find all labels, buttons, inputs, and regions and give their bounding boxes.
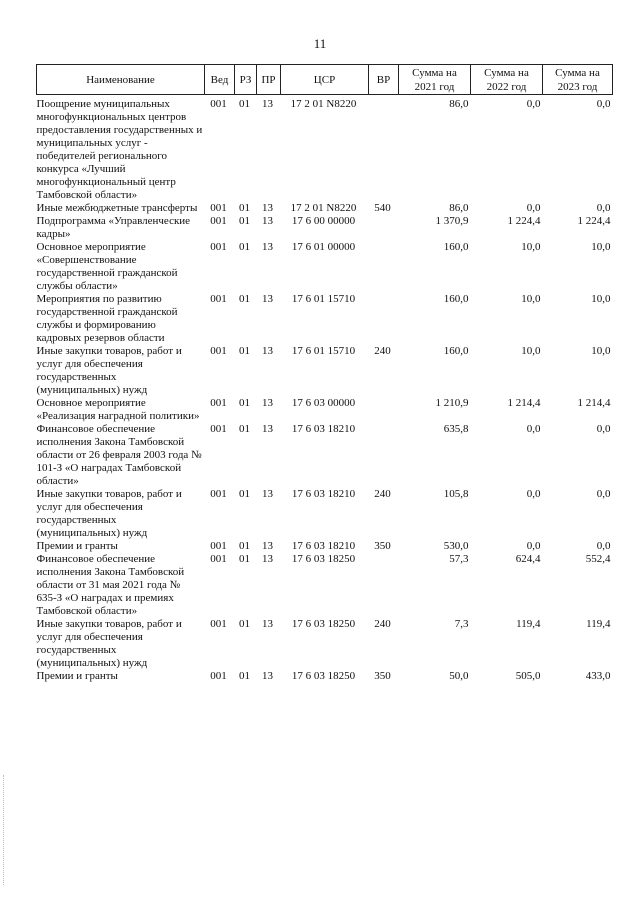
row-sum-2023: 119,4 [586, 618, 611, 630]
row-sum-2021: 86,0 [449, 98, 469, 110]
header-sum-2021: Сумма на 2021 год [399, 65, 471, 95]
row-rz: 01 [239, 202, 250, 214]
row-rz: 01 [239, 241, 250, 253]
row-sum-2022: 0,0 [526, 98, 541, 110]
header-ved: Вед [205, 65, 235, 95]
row-sum-2023: 1 214,4 [577, 397, 611, 409]
row-sum-2023: 10,0 [591, 293, 611, 305]
row-sum-2021: 160,0 [443, 241, 469, 253]
row-sum-2021: 530,0 [443, 540, 469, 552]
row-pr: 13 [262, 670, 273, 682]
row-csr: 17 2 01 N8220 [290, 98, 357, 110]
row-pr: 13 [262, 553, 273, 565]
row-sum-2022: 0,0 [526, 540, 541, 552]
row-sum-2022: 505,0 [515, 670, 541, 682]
row-pr: 13 [262, 98, 273, 110]
row-name: Мероприятия по развитию государственной гражданской службы и формированию кадровых резервов области [36, 293, 178, 344]
table-row [37, 397, 613, 423]
row-name: Подпрограмма «Управленческие кадры» [36, 215, 191, 240]
row-rz: 01 [239, 553, 250, 565]
row-csr: 17 6 03 18210 [291, 540, 356, 552]
row-pr: 13 [262, 488, 273, 500]
row-pr: 13 [262, 618, 273, 630]
row-ved: 001 [210, 670, 227, 682]
row-vr: 240 [374, 488, 391, 500]
row-vr: 240 [374, 345, 391, 357]
row-vr: 540 [374, 202, 391, 214]
row-rz: 01 [239, 397, 250, 409]
row-ved: 001 [210, 397, 227, 409]
row-rz: 01 [239, 540, 250, 552]
table-row [37, 202, 613, 215]
row-sum-2021: 160,0 [443, 345, 469, 357]
row-sum-2022: 1 214,4 [507, 397, 541, 409]
header-vr: ВР [369, 65, 399, 95]
row-csr: 17 6 03 00000 [291, 397, 356, 409]
row-name: Финансовое обеспечение исполнения Закона Тамбовской области от 26 февраля 2003 года № 101-З «О наградах Тамбовской области» [36, 423, 202, 487]
row-csr: 17 6 01 15710 [291, 293, 356, 305]
row-sum-2022: 0,0 [526, 202, 541, 214]
row-sum-2021: 57,3 [449, 553, 469, 565]
row-vr [369, 553, 399, 618]
row-sum-2023: 10,0 [591, 345, 611, 357]
row-name: Поощрение муниципальных многофункциональных центров предоставления государственных и муниципальных услуг - победителей регионального конкурса «Лучший многофункциональный центр Тамбовской области» [36, 98, 203, 201]
row-sum-2022: 1 224,4 [507, 215, 541, 227]
row-name: Премии и гранты [36, 540, 118, 552]
header-sum-2023: Сумма на 2023 год [543, 65, 613, 95]
row-vr: 350 [374, 670, 391, 682]
row-vr [369, 95, 399, 203]
row-name: Премии и гранты [36, 670, 118, 682]
table-row [37, 423, 613, 488]
row-vr [369, 215, 399, 241]
row-sum-2021: 160,0 [443, 293, 469, 305]
row-ved: 001 [210, 618, 227, 630]
row-rz: 01 [239, 215, 250, 227]
row-ved: 001 [210, 241, 227, 253]
table-row [37, 553, 613, 618]
row-name: Финансовое обеспечение исполнения Закона Тамбовской области от 31 мая 2021 года № 635-З «О наградах и премиях Тамбовской области» [36, 553, 185, 617]
row-ved: 001 [210, 553, 227, 565]
row-name: Иные закупки товаров, работ и услуг для обеспечения государственных (муниципальных) нужд [36, 345, 182, 396]
row-csr: 17 6 00 00000 [291, 215, 356, 227]
row-pr: 13 [262, 215, 273, 227]
page-number: 11 [313, 36, 327, 51]
row-sum-2023: 0,0 [596, 423, 611, 435]
row-ved: 001 [210, 202, 227, 214]
row-sum-2023: 1 224,4 [577, 215, 611, 227]
row-sum-2021: 50,0 [449, 670, 469, 682]
table-row [37, 670, 613, 683]
row-sum-2021: 1 210,9 [435, 397, 469, 409]
row-sum-2021: 7,3 [454, 618, 469, 630]
row-sum-2023: 0,0 [596, 488, 611, 500]
row-pr: 13 [262, 423, 273, 435]
row-sum-2023: 10,0 [591, 241, 611, 253]
table-row [37, 293, 613, 345]
row-sum-2023: 552,4 [585, 553, 611, 565]
row-sum-2021: 105,8 [443, 488, 469, 500]
row-vr [369, 397, 399, 423]
row-pr: 13 [262, 540, 273, 552]
table-row [37, 215, 613, 241]
row-csr: 17 6 03 18250 [291, 618, 356, 630]
row-ved: 001 [210, 488, 227, 500]
row-rz: 01 [239, 423, 250, 435]
row-sum-2023: 0,0 [596, 540, 611, 552]
row-pr: 13 [262, 345, 273, 357]
row-csr: 17 2 01 N8220 [290, 202, 357, 214]
row-sum-2022: 0,0 [526, 488, 541, 500]
row-csr: 17 6 03 18210 [291, 423, 356, 435]
row-sum-2022: 0,0 [526, 423, 541, 435]
row-ved: 001 [210, 540, 227, 552]
row-name: Основное мероприятие «Реализация наградной политики» [36, 397, 200, 422]
row-rz: 01 [239, 618, 250, 630]
row-pr: 13 [262, 397, 273, 409]
row-sum-2021: 86,0 [449, 202, 469, 214]
row-pr: 13 [262, 202, 273, 214]
row-sum-2023: 0,0 [596, 98, 611, 110]
row-vr: 350 [374, 540, 391, 552]
row-rz: 01 [239, 488, 250, 500]
row-name: Основное мероприятие «Совершенствование государственной гражданской службы области» [36, 241, 178, 292]
row-ved: 001 [210, 98, 227, 110]
budget-table [36, 64, 613, 683]
row-rz: 01 [239, 670, 250, 682]
row-csr: 17 6 03 18210 [291, 488, 356, 500]
table-row [37, 618, 613, 670]
row-name: Иные межбюджетные трансферты [36, 202, 198, 214]
header-name: Наименование [37, 65, 205, 95]
row-name: Иные закупки товаров, работ и услуг для обеспечения государственных (муниципальных) нужд [36, 618, 182, 669]
header-pr: ПР [257, 65, 281, 95]
row-sum-2022: 624,4 [515, 553, 541, 565]
row-sum-2022: 10,0 [521, 293, 541, 305]
row-ved: 001 [210, 215, 227, 227]
row-sum-2023: 433,0 [585, 670, 611, 682]
row-vr [369, 241, 399, 293]
header-rz: РЗ [235, 65, 257, 95]
row-ved: 001 [210, 423, 227, 435]
table-row [37, 95, 613, 203]
table-row [37, 540, 613, 553]
row-csr: 17 6 01 00000 [291, 241, 356, 253]
row-rz: 01 [239, 345, 250, 357]
row-ved: 001 [210, 293, 227, 305]
row-csr: 17 6 03 18250 [291, 553, 356, 565]
row-sum-2021: 635,8 [443, 423, 469, 435]
margin-mark [3, 775, 8, 885]
row-pr: 13 [262, 293, 273, 305]
row-sum-2022: 10,0 [521, 241, 541, 253]
row-ved: 001 [210, 345, 227, 357]
row-sum-2022: 10,0 [521, 345, 541, 357]
row-vr [369, 423, 399, 488]
table-row [37, 488, 613, 540]
row-vr [369, 293, 399, 345]
row-sum-2023: 0,0 [596, 202, 611, 214]
row-rz: 01 [239, 293, 250, 305]
row-sum-2022: 119,4 [516, 618, 541, 630]
row-csr: 17 6 03 18250 [291, 670, 356, 682]
row-csr: 17 6 01 15710 [291, 345, 356, 357]
header-csr: ЦСР [281, 65, 369, 95]
table-row [37, 241, 613, 293]
row-rz: 01 [239, 98, 250, 110]
header-sum-2022: Сумма на 2022 год [471, 65, 543, 95]
table-row [37, 345, 613, 397]
row-name: Иные закупки товаров, работ и услуг для обеспечения государственных (муниципальных) нужд [36, 488, 182, 539]
row-pr: 13 [262, 241, 273, 253]
row-sum-2021: 1 370,9 [435, 215, 469, 227]
row-vr: 240 [374, 618, 391, 630]
table-header-row [37, 65, 613, 95]
